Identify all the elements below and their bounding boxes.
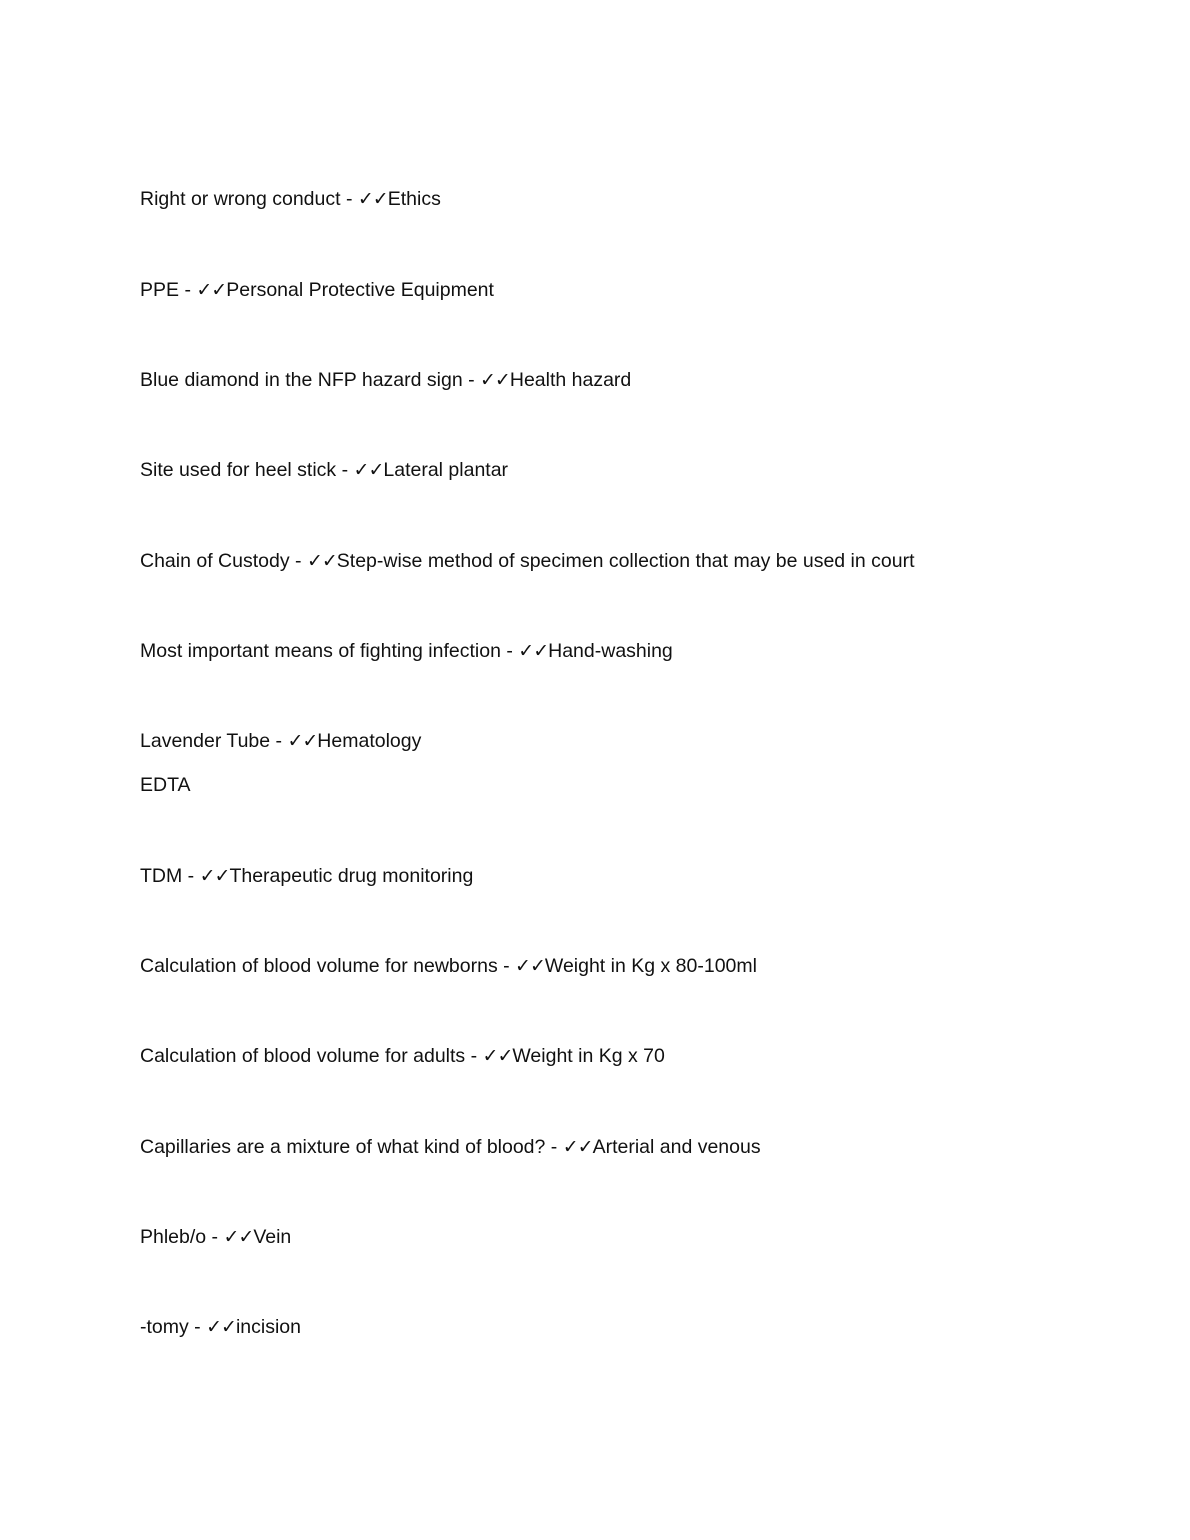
flashcard-entry bbox=[140, 953, 757, 979]
double-check-icon: ✓✓ bbox=[199, 865, 230, 887]
term: Phleb/o bbox=[140, 1226, 207, 1248]
term: Capillaries are a mixture of what kind of blood? bbox=[140, 1136, 546, 1158]
term: Calculation of blood volume for adults bbox=[140, 1045, 466, 1067]
term: -tomy bbox=[140, 1316, 189, 1338]
double-check-icon: ✓✓ bbox=[518, 640, 549, 662]
flashcard-entry bbox=[140, 863, 473, 889]
flashcard-entry bbox=[140, 638, 673, 664]
term: Right or wrong conduct bbox=[140, 188, 341, 210]
answer: Hand-washing bbox=[548, 640, 673, 662]
separator: - bbox=[465, 1045, 483, 1067]
double-check-icon: ✓✓ bbox=[357, 188, 388, 210]
term: TDM bbox=[140, 865, 183, 887]
flashcard-entry bbox=[140, 186, 441, 212]
separator: - bbox=[462, 369, 481, 391]
flashcard-entry bbox=[140, 548, 915, 574]
double-check-icon: ✓✓ bbox=[287, 730, 318, 752]
double-check-icon: ✓✓ bbox=[206, 1316, 236, 1338]
term: Chain of Custody bbox=[140, 550, 290, 572]
flashcard-entry bbox=[140, 277, 494, 303]
answer: Weight in Kg x 80-100ml bbox=[544, 955, 757, 977]
term: PPE bbox=[140, 279, 180, 301]
term: Calculation of blood volume for newborns bbox=[140, 955, 498, 977]
answer: Vein bbox=[253, 1226, 292, 1248]
double-check-icon: ✓✓ bbox=[515, 955, 545, 977]
separator: - bbox=[497, 955, 516, 977]
double-check-icon: ✓✓ bbox=[562, 1136, 593, 1158]
answer: Ethics bbox=[387, 188, 441, 210]
double-check-icon: ✓✓ bbox=[196, 279, 227, 301]
answer: Therapeutic drug monitoring bbox=[229, 865, 474, 887]
separator: - bbox=[182, 865, 200, 887]
double-check-icon: ✓✓ bbox=[353, 459, 384, 481]
answer: Arterial and venous bbox=[592, 1136, 761, 1158]
separator: - bbox=[500, 640, 519, 662]
separator: - bbox=[340, 188, 358, 210]
flashcard-entry bbox=[140, 457, 508, 483]
term: Site used for heel stick bbox=[140, 459, 337, 481]
term: Blue diamond in the NFP hazard sign bbox=[140, 369, 463, 391]
answer: Hematology bbox=[317, 730, 422, 752]
flashcard-entry bbox=[140, 1314, 301, 1340]
term: Most important means of fighting infection bbox=[140, 640, 501, 662]
separator: - bbox=[270, 730, 288, 752]
separator: - bbox=[206, 1226, 224, 1248]
separator: - bbox=[289, 550, 307, 572]
answer: Personal Protective Equipment bbox=[226, 279, 494, 301]
double-check-icon: ✓✓ bbox=[480, 369, 510, 391]
separator: - bbox=[179, 279, 197, 301]
answer-extra: EDTA bbox=[140, 774, 191, 796]
flashcard-entry bbox=[140, 1224, 291, 1250]
double-check-icon: ✓✓ bbox=[306, 550, 337, 572]
double-check-icon: ✓✓ bbox=[223, 1226, 254, 1248]
term: Lavender Tube bbox=[140, 730, 271, 752]
flashcard-entry bbox=[140, 1043, 665, 1069]
flashcard-entry bbox=[140, 367, 631, 393]
separator: - bbox=[188, 1316, 207, 1338]
answer: incision bbox=[235, 1316, 301, 1338]
answer: Weight in Kg x 70 bbox=[512, 1045, 665, 1067]
answer: Step-wise method of specimen collection that may be used in court bbox=[336, 550, 915, 572]
separator: - bbox=[336, 459, 354, 481]
flashcard-entry bbox=[140, 728, 421, 798]
separator: - bbox=[545, 1136, 563, 1158]
flashcard-entry bbox=[140, 1134, 761, 1160]
answer: Health hazard bbox=[509, 369, 632, 391]
double-check-icon: ✓✓ bbox=[482, 1045, 513, 1067]
answer: Lateral plantar bbox=[383, 459, 509, 481]
